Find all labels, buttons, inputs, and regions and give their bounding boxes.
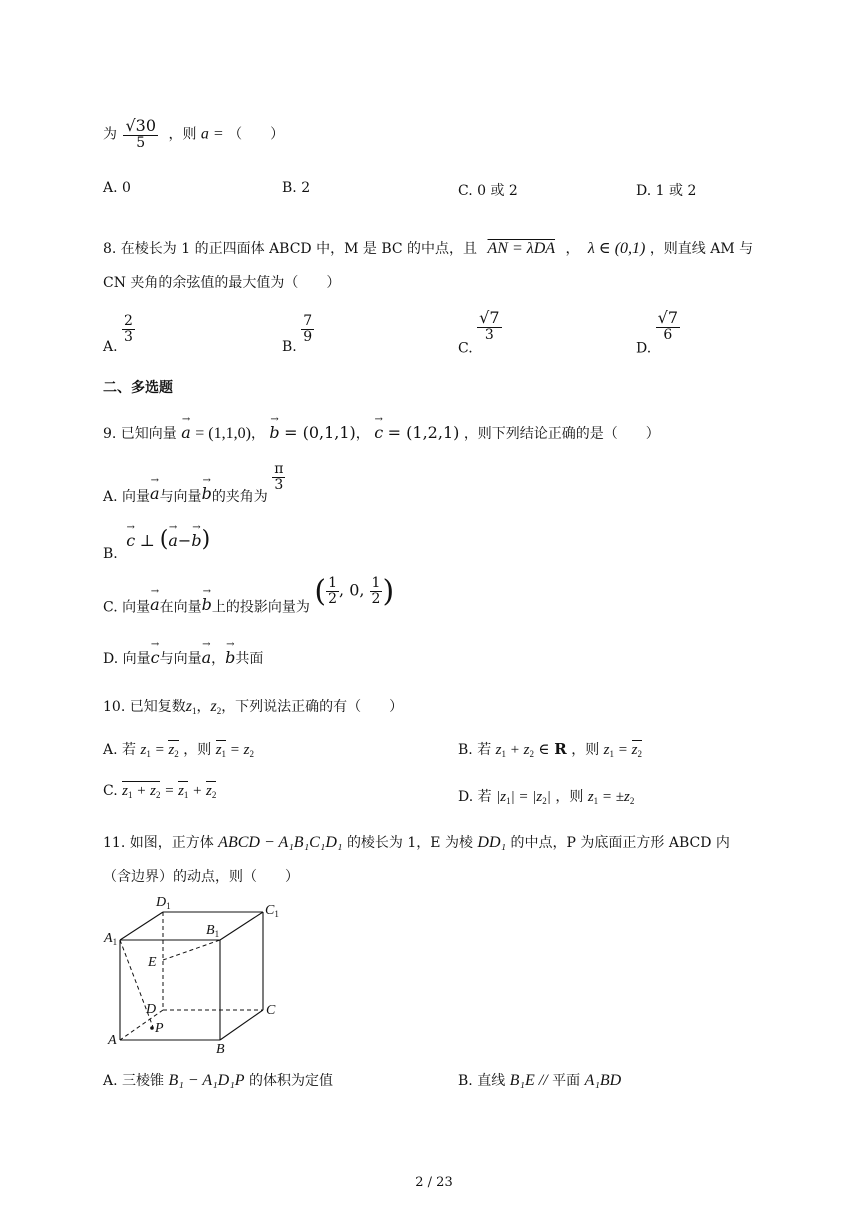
q8-stem-tail: ，则直线 AM 与: [649, 241, 754, 257]
q10-option-b: B. 若 $z_1 + z_2$ ∈ R ，则 $z_1 = z_2$: [458, 740, 642, 759]
q9-option-b: B. → c ⊥ (→ a−→ b): [103, 527, 210, 562]
q8-option-a: A. $\frac{2}{3}$: [103, 313, 133, 356]
label-a: A: [108, 1033, 117, 1048]
section-title: 二、多选题: [103, 379, 173, 395]
q7-fraction: [123, 118, 158, 150]
q11-option-a: A. 三棱锥 B₁ − A₁D₁P 的体积为定值: [103, 1072, 333, 1089]
edge-bc: [220, 1010, 263, 1040]
q8-vector-eq: AN = λDA: [487, 240, 556, 257]
label-c1: $C_1$: [265, 903, 279, 919]
q7-fraction-line: [103, 118, 284, 150]
q8-line2: CN 夹角的余弦值的最大值为（ ）: [103, 275, 341, 291]
q9-option-d: D. 向量→ c与向量→ a，→ b共面: [103, 648, 263, 668]
point-p: [150, 1026, 154, 1030]
q10-stem: 10. 已知复数$z_1$，$z_2$，下列说法正确的有（ ）: [103, 698, 404, 716]
q8-option-b: B. $\frac{7}{9}$: [282, 313, 313, 356]
q9-option-c: C. 向量→ a在向量→ b上的投影向量为 ( $\frac{1}{2}$ , 0, $\frac{1}{2}$ ): [103, 574, 394, 617]
vec-b: → b: [269, 423, 279, 442]
q8-lambda: λ ∈ (0,1): [587, 240, 646, 257]
line-eb1: [163, 940, 220, 960]
page-number: 2 / 23: [415, 1175, 453, 1190]
q9-stem: 9. 已知向量 → a = (1,1,0)， → b = (0,1,1)， → c = (1,2,1) ，则下列结论正确的是（ ）: [103, 423, 660, 443]
q10-option-a: A. 若 $z_1 = z_2$ ，则 $z_1 = z_2$: [103, 742, 254, 759]
vec-a: → a: [181, 423, 191, 442]
q7-a-eq: a =: [200, 125, 224, 143]
q10-option-c: C. $z_1 + z_2 = z_1 + z_2$: [103, 783, 217, 800]
q11-line2: （含边界）的动点，则（ ）: [103, 869, 299, 885]
edge-a1d1: [120, 912, 163, 940]
q7-paren: （ ）: [228, 126, 285, 143]
label-d1: $D_1$: [156, 895, 171, 911]
label-c: C: [266, 1003, 276, 1018]
label-b: B: [216, 1042, 225, 1057]
vec-c: → c: [374, 423, 383, 442]
label-a1: $A_1$: [104, 931, 118, 947]
q7-option-a: A. 0: [103, 180, 131, 196]
q7-mid: ，则: [168, 126, 197, 143]
edge-b1c1: [220, 912, 263, 940]
q11-option-b: B. 直线 B₁E // 平面 A₁BD: [458, 1072, 622, 1089]
label-b1: $B_1$: [206, 923, 220, 939]
q8-option-c: C. $\frac{√7}{3}$: [458, 308, 500, 357]
q8-line1: 8. 在棱长为 1 的正四面体 ABCD 中，M 是 BC 的中点，且 AN = λDA ， λ ∈ (0,1) ，则直线 AM 与: [103, 240, 754, 257]
q10-option-d: D. 若 $|z_1| = |z_2|$ ，则 $z_1 = \pm z_2$: [458, 789, 635, 806]
label-p: P: [155, 1021, 164, 1036]
q9-option-a: A. 向量→ a与向量→ b的夹角为 $\frac{\pi}{3}$: [103, 462, 285, 506]
q8-option-d: D. $\frac{√7}{6}$: [636, 308, 679, 357]
cube-figure: [100, 890, 300, 1060]
q8-stem: 8. 在棱长为 1 的正四面体 ABCD 中，M 是 BC 的中点，且: [103, 241, 478, 257]
q7-frac-num: √30: [125, 116, 157, 135]
label-d: D: [146, 1002, 157, 1017]
q7-option-c: C. 0 或 2: [458, 183, 518, 199]
label-e: E: [148, 955, 157, 970]
q7-option-b: B. 2: [282, 180, 311, 196]
q7-frac-den: 5: [136, 134, 146, 151]
q7-prefix: 为: [103, 126, 117, 143]
q11-line1: 11. 如图，正方体 ABCD − A₁B₁C₁D₁ 的棱长为 1，E 为棱 DD₁ 的中点，P 为底面正方形 ABCD 内: [103, 834, 730, 851]
q7-option-d: D. 1 或 2: [636, 183, 697, 199]
